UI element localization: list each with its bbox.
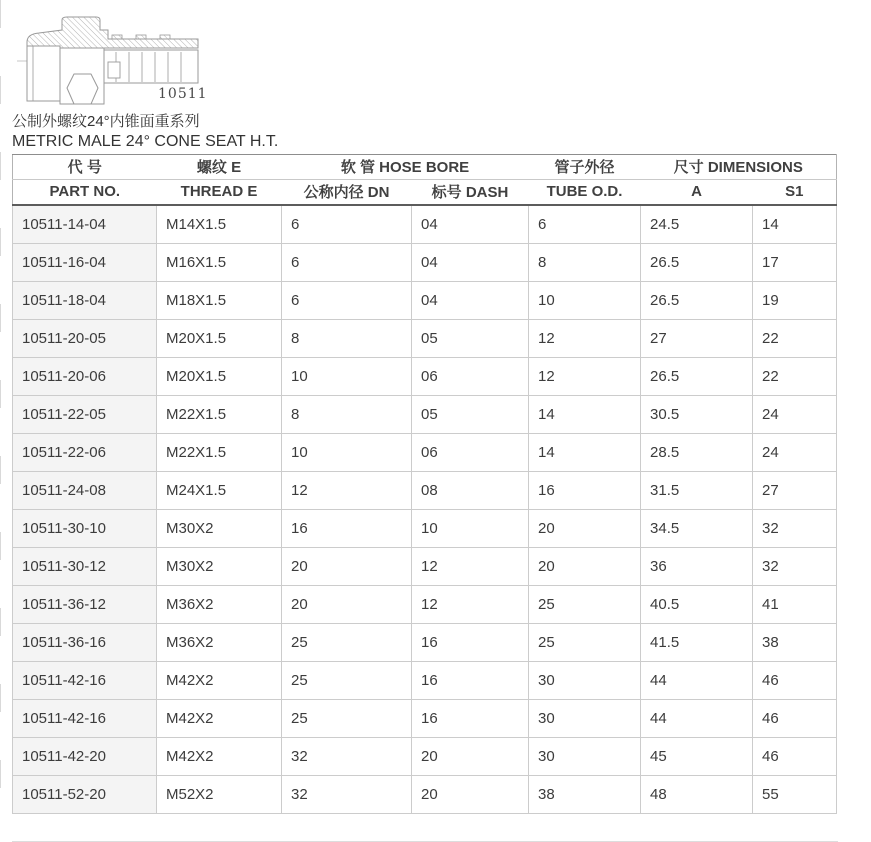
spec-row: [13, 737, 837, 775]
table-cell: 6: [282, 205, 412, 243]
table-cell: M18X1.5: [157, 281, 282, 319]
table-cell: 25: [282, 661, 412, 699]
table-cell: 10511-22-05: [13, 395, 157, 433]
table-cell: 10511-52-20: [13, 775, 157, 813]
spec-table: [12, 154, 837, 814]
table-cell: 16: [282, 509, 412, 547]
table-cell: 26.5: [641, 281, 753, 319]
table-cell: M42X2: [157, 737, 282, 775]
table-cell: 05: [412, 395, 529, 433]
table-cell: 10: [412, 509, 529, 547]
spec-row: [13, 775, 837, 813]
spec-row: [13, 357, 837, 395]
header-dim-a: A: [641, 180, 753, 206]
table-cell: 41: [753, 585, 837, 623]
table-cell: M20X1.5: [157, 357, 282, 395]
table-cell: 36: [641, 547, 753, 585]
table-cell: M14X1.5: [157, 205, 282, 243]
table-cell: 32: [753, 547, 837, 585]
table-cell: 14: [529, 433, 641, 471]
table-cell: M22X1.5: [157, 433, 282, 471]
table-cell: 24: [753, 433, 837, 471]
table-cell: 34.5: [641, 509, 753, 547]
table-cell: 16: [412, 699, 529, 737]
table-cell: 27: [641, 319, 753, 357]
spec-row: [13, 585, 837, 623]
spec-row: [13, 661, 837, 699]
spec-row: [13, 395, 837, 433]
table-cell: M16X1.5: [157, 243, 282, 281]
table-cell: 10511-42-16: [13, 699, 157, 737]
table-cell: 05: [412, 319, 529, 357]
table-cell: 20: [412, 737, 529, 775]
table-cell: 41.5: [641, 623, 753, 661]
bottom-divider: [12, 841, 838, 842]
table-cell: 30: [529, 737, 641, 775]
header-dn: 公称内径 DN: [282, 180, 412, 206]
table-cell: 10: [282, 357, 412, 395]
table-cell: 20: [529, 509, 641, 547]
table-cell: M36X2: [157, 623, 282, 661]
spec-row: [13, 547, 837, 585]
table-cell: 10511-20-05: [13, 319, 157, 357]
table-cell: 32: [282, 737, 412, 775]
spec-row: [13, 319, 837, 357]
group-header-row: [13, 155, 837, 180]
table-cell: 25: [282, 699, 412, 737]
table-cell: 10: [529, 281, 641, 319]
table-cell: 04: [412, 281, 529, 319]
table-cell: M20X1.5: [157, 319, 282, 357]
table-cell: 04: [412, 205, 529, 243]
table-cell: 44: [641, 699, 753, 737]
table-cell: 10: [282, 433, 412, 471]
table-cell: 32: [282, 775, 412, 813]
table-cell: 27: [753, 471, 837, 509]
table-cell: 26.5: [641, 357, 753, 395]
header-thread-e: THREAD E: [157, 180, 282, 206]
table-cell: M42X2: [157, 661, 282, 699]
header-dash: 标号 DASH: [412, 180, 529, 206]
table-cell: 20: [282, 585, 412, 623]
spec-row: [13, 433, 837, 471]
table-cell: 04: [412, 243, 529, 281]
table-cell: 12: [282, 471, 412, 509]
table-cell: M30X2: [157, 509, 282, 547]
table-cell: 10511-30-12: [13, 547, 157, 585]
table-cell: 46: [753, 737, 837, 775]
table-cell: 12: [529, 319, 641, 357]
table-cell: 8: [282, 319, 412, 357]
table-cell: 10511-14-04: [13, 205, 157, 243]
fitting-drawing: [12, 8, 212, 108]
table-cell: 25: [529, 623, 641, 661]
table-cell: 26.5: [641, 243, 753, 281]
header-dim-s1: S1: [753, 180, 837, 206]
table-cell: 10511-36-12: [13, 585, 157, 623]
table-cell: 14: [529, 395, 641, 433]
table-cell: 6: [529, 205, 641, 243]
table-cell: 10511-42-16: [13, 661, 157, 699]
table-cell: 10511-18-04: [13, 281, 157, 319]
table-cell: 14: [753, 205, 837, 243]
table-cell: 10511-22-06: [13, 433, 157, 471]
table-cell: 19: [753, 281, 837, 319]
table-cell: 12: [412, 585, 529, 623]
table-cell: 48: [641, 775, 753, 813]
table-cell: 40.5: [641, 585, 753, 623]
series-title-english: METRIC MALE 24° CONE SEAT H.T.: [12, 133, 279, 150]
table-cell: 6: [282, 243, 412, 281]
table-cell: M30X2: [157, 547, 282, 585]
series-title-chinese: 公制外螺纹24°内锥面重系列: [12, 113, 200, 130]
table-cell: M52X2: [157, 775, 282, 813]
table-cell: M42X2: [157, 699, 282, 737]
sub-header-row: [13, 180, 837, 206]
table-cell: 55: [753, 775, 837, 813]
table-cell: 24.5: [641, 205, 753, 243]
header-thread-zh: 螺纹 E: [157, 155, 282, 180]
table-cell: 46: [753, 699, 837, 737]
table-cell: 38: [753, 623, 837, 661]
table-cell: 17: [753, 243, 837, 281]
figure-part-number: 10511: [158, 86, 208, 102]
table-cell: 12: [529, 357, 641, 395]
spec-row: [13, 471, 837, 509]
spec-row: [13, 205, 837, 243]
header-tube-od-zh: 管子外径: [529, 155, 641, 180]
spec-row: [13, 623, 837, 661]
table-cell: 20: [282, 547, 412, 585]
spec-row: [13, 509, 837, 547]
table-cell: 16: [529, 471, 641, 509]
header-part-no: PART NO.: [13, 180, 157, 206]
table-cell: 22: [753, 357, 837, 395]
table-cell: 06: [412, 357, 529, 395]
table-cell: 10511-30-10: [13, 509, 157, 547]
table-cell: 20: [529, 547, 641, 585]
table-cell: 32: [753, 509, 837, 547]
table-cell: 38: [529, 775, 641, 813]
spec-row: [13, 243, 837, 281]
header-hose-bore: 软 管 HOSE BORE: [282, 155, 529, 180]
spec-row: [13, 281, 837, 319]
table-cell: 6: [282, 281, 412, 319]
table-cell: 16: [412, 623, 529, 661]
table-cell: 16: [412, 661, 529, 699]
table-cell: 8: [529, 243, 641, 281]
table-cell: 10511-16-04: [13, 243, 157, 281]
table-cell: M24X1.5: [157, 471, 282, 509]
table-cell: 44: [641, 661, 753, 699]
table-cell: 08: [412, 471, 529, 509]
table-cell: 24: [753, 395, 837, 433]
table-cell: 46: [753, 661, 837, 699]
header-tube-od: TUBE O.D.: [529, 180, 641, 206]
table-cell: 06: [412, 433, 529, 471]
table-cell: 30: [529, 661, 641, 699]
table-cell: M36X2: [157, 585, 282, 623]
table-cell: 12: [412, 547, 529, 585]
table-cell: 28.5: [641, 433, 753, 471]
table-cell: 45: [641, 737, 753, 775]
table-cell: 10511-24-08: [13, 471, 157, 509]
table-cell: 30.5: [641, 395, 753, 433]
table-cell: 31.5: [641, 471, 753, 509]
header-part-no-zh: 代 号: [13, 155, 157, 180]
header-dimensions: 尺寸 DIMENSIONS: [641, 155, 837, 180]
page-edge-line: [0, 0, 1, 831]
table-cell: M22X1.5: [157, 395, 282, 433]
table-cell: 30: [529, 699, 641, 737]
table-cell: 22: [753, 319, 837, 357]
table-cell: 25: [282, 623, 412, 661]
spec-row: [13, 699, 837, 737]
table-cell: 10511-42-20: [13, 737, 157, 775]
table-cell: 25: [529, 585, 641, 623]
table-cell: 20: [412, 775, 529, 813]
table-cell: 10511-20-06: [13, 357, 157, 395]
table-cell: 8: [282, 395, 412, 433]
table-cell: 10511-36-16: [13, 623, 157, 661]
